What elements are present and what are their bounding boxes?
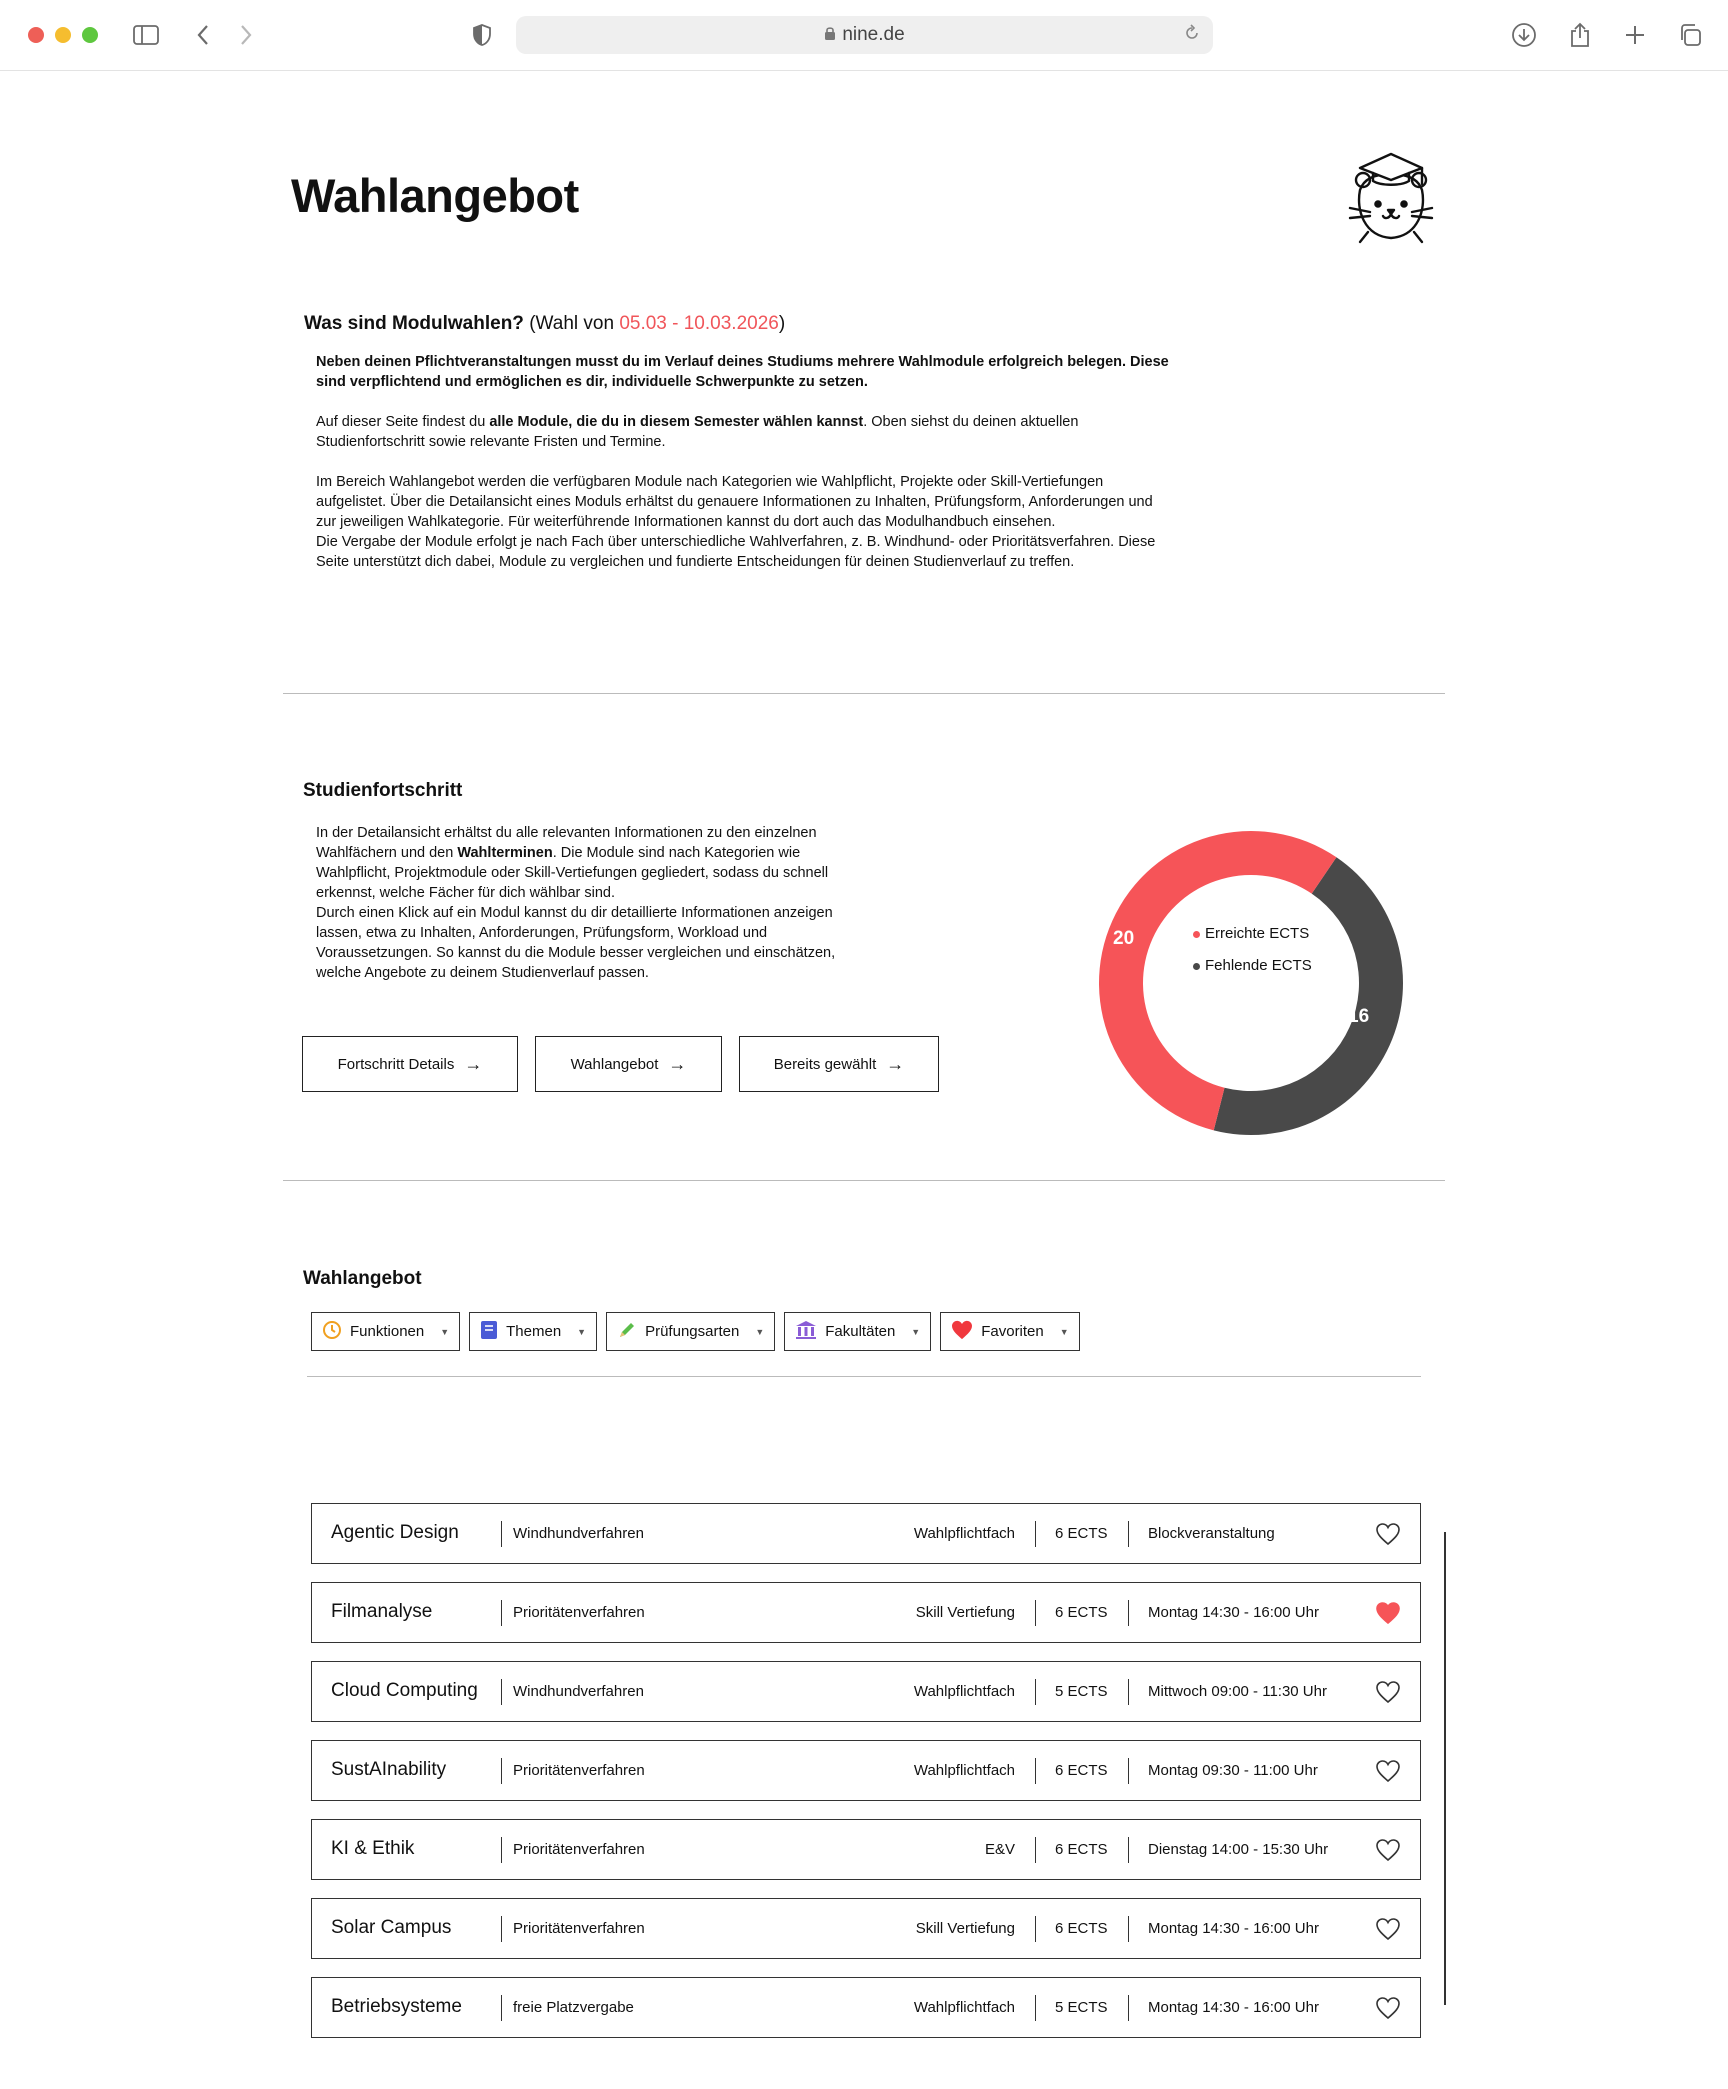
column-separator — [501, 1995, 502, 2021]
legend-item-missing — [1193, 950, 1312, 982]
module-category: Wahlpflichtfach — [913, 1999, 1015, 2016]
building-icon — [795, 1320, 817, 1344]
module-name: Cloud Computing — [331, 1680, 478, 1701]
share-icon[interactable] — [1565, 20, 1595, 50]
column-separator — [501, 1837, 502, 1863]
column-separator — [501, 1916, 502, 1942]
download-icon[interactable] — [1509, 20, 1539, 50]
module-procedure: Prioritätenverfahren — [513, 1841, 645, 1858]
module-name: SustAInability — [331, 1759, 447, 1780]
legend-dot-achieved — [1193, 931, 1200, 938]
module-category: E&V — [984, 1841, 1015, 1858]
already-chosen-button[interactable] — [739, 1036, 939, 1092]
module-ects: 5 ECTS — [1055, 1999, 1108, 2016]
module-row[interactable] — [311, 1661, 1421, 1722]
module-procedure: Windhundverfahren — [513, 1683, 644, 1700]
chart-legend — [1193, 918, 1312, 982]
column-separator — [1128, 1600, 1129, 1626]
module-category: Skill Vertiefung — [915, 1920, 1015, 1937]
address-bar[interactable] — [516, 16, 1213, 54]
module-ects: 5 ECTS — [1055, 1683, 1108, 1700]
intro-p2-c: . Oben siehst du deinen aktuellen Studienfortschritt sowie relevante Fristen und Termine. — [316, 414, 1079, 450]
intro-p2-b: alle Module, die du in diesem Semester wählen kannst — [489, 414, 864, 430]
progress-heading: Studienfortschritt — [303, 780, 463, 801]
intro-paragraph-2 — [316, 412, 1176, 452]
module-ects: 6 ECTS — [1055, 1604, 1108, 1621]
browser-toolbar — [0, 0, 1728, 71]
module-ects: 6 ECTS — [1055, 1525, 1108, 1542]
pen-icon — [617, 1320, 637, 1344]
intro-heading-prefix: (Wahl von — [523, 313, 620, 334]
module-time: Montag 14:30 - 16:00 Uhr — [1148, 1920, 1319, 1937]
favorite-heart-icon[interactable] — [1375, 1758, 1401, 1784]
favorite-heart-icon[interactable] — [1375, 1521, 1401, 1547]
maximize-window-button[interactable] — [82, 27, 98, 43]
column-separator — [1035, 1837, 1036, 1863]
filter-topics-label: Themen — [506, 1323, 562, 1340]
intro-heading — [304, 313, 785, 335]
filter-divider — [307, 1376, 1421, 1377]
legend-dot-missing — [1193, 963, 1200, 970]
reload-icon[interactable] — [1183, 24, 1201, 48]
progress-text-a: In der Detailansicht erhältst du alle relevanten Informationen zu den einzelnen Wahlfächern und den — [316, 825, 817, 861]
column-separator — [1035, 1521, 1036, 1547]
intro-heading-bold: Was sind Modulwahlen? — [304, 313, 524, 334]
progress-text-c: . Die Module sind nach Kategorien wie Wahlpflicht, Projektmodule oder Skill-Vertiefungen gegliedert, sodass du schnell erkennst, welche Fächer für dich wählbar sind. — [316, 845, 829, 901]
module-row[interactable] — [311, 1740, 1421, 1801]
offer-button[interactable] — [535, 1036, 722, 1092]
minimize-window-button[interactable] — [55, 27, 71, 43]
arrow-right-icon: → — [886, 1053, 905, 1074]
achieved-ects-value: 20 — [1113, 928, 1135, 949]
missing-ects-value: 16 — [1348, 1006, 1370, 1027]
intro-p2-a: Auf dieser Seite findest du — [316, 414, 490, 430]
chevron-down-icon: ▼ — [911, 1326, 921, 1337]
intro-paragraph-3: Im Bereich Wahlangebot werden die verfügbaren Module nach Kategorien wie Wahlpflicht, Projekte oder Skill-Vertiefungen aufgelistet. Über die Detailansicht eines Moduls erhältst du genauere Informationen zu Inhalten, Prüfungsform, Anforderungen und zur jeweiligen Wahlkategorie. Für weiterführende Informationen kannst du dort auch das Modulhandbuch einsehen. — [316, 474, 1153, 530]
filter-faculties[interactable] — [784, 1312, 931, 1351]
arrow-right-icon: → — [464, 1053, 483, 1074]
column-separator — [501, 1758, 502, 1784]
filter-favorites-label: Favoriten — [981, 1323, 1044, 1340]
lock-icon — [824, 26, 836, 45]
module-ects: 6 ECTS — [1055, 1841, 1108, 1858]
module-name: Agentic Design — [331, 1522, 459, 1543]
tab-overview-icon[interactable] — [1675, 20, 1705, 50]
column-separator — [501, 1679, 502, 1705]
election-date: 05.03 - 10.03.2026 — [619, 313, 779, 334]
progress-details-button[interactable] — [302, 1036, 518, 1092]
progress-text — [316, 823, 876, 983]
close-window-button[interactable] — [28, 27, 44, 43]
intro-paragraph-4: Die Vergabe der Module erfolgt je nach Fach über unterschiedliche Wahlverfahren, z. B. Windhund- oder Prioritätsverfahren. Diese Seite unterstützt dich dabei, Module zu vergleichen und fundierte Entscheidungen für deinen Studienverlauf zu treffen. — [316, 534, 1156, 570]
module-procedure: Windhundverfahren — [513, 1525, 644, 1542]
url-text: nine.de — [842, 24, 905, 45]
back-icon[interactable] — [188, 20, 218, 50]
module-name: KI & Ethik — [331, 1838, 415, 1859]
column-separator — [1035, 1600, 1036, 1626]
module-category: Wahlpflichtfach — [913, 1525, 1015, 1542]
intro-paragraph-1: Neben deinen Pflichtveranstaltungen musst du im Verlauf deines Studiums mehrere Wahlmodule erfolgreich belegen. Diese sind verpflichtend und ermöglichen es dir, individuelle Schwerpunkte zu setzen. — [316, 354, 1169, 390]
column-separator — [501, 1521, 502, 1547]
progress-text-d: Durch einen Klick auf ein Modul kannst du dir detaillierte Informationen anzeigen lassen, etwa zu Inhalten, Anforderungen, Prüfungsform, Workload und Voraussetzungen. So kannst du die Module besser vergleichen und einschätzen, welche Angebote zu deinem Studienverlauf passen. — [316, 905, 836, 981]
column-separator — [1128, 1679, 1129, 1705]
module-row[interactable] — [311, 1582, 1421, 1643]
column-separator — [1128, 1995, 1129, 2021]
arrow-right-icon: → — [668, 1053, 687, 1074]
ects-donut-chart — [1096, 828, 1406, 1138]
module-time: Montag 14:30 - 16:00 Uhr — [1148, 1999, 1319, 2016]
filter-topics[interactable] — [469, 1312, 597, 1351]
chevron-down-icon: ▼ — [755, 1326, 765, 1337]
module-category: Skill Vertiefung — [915, 1604, 1015, 1621]
column-separator — [1128, 1916, 1129, 1942]
module-row[interactable] — [311, 1819, 1421, 1880]
column-separator — [1035, 1995, 1036, 2021]
intro-text — [316, 352, 1176, 592]
column-separator — [501, 1600, 502, 1626]
module-time: Blockveranstaltung — [1148, 1525, 1275, 1542]
column-separator — [1035, 1916, 1036, 1942]
heart-icon — [951, 1320, 973, 1344]
clock-icon — [322, 1320, 342, 1344]
column-separator — [1035, 1679, 1036, 1705]
chevron-down-icon: ▼ — [440, 1326, 450, 1337]
module-ects: 6 ECTS — [1055, 1920, 1108, 1937]
shield-icon[interactable] — [467, 20, 497, 50]
book-icon — [480, 1320, 498, 1344]
favorite-heart-icon[interactable] — [1375, 1995, 1401, 2021]
module-procedure: Prioritätenverfahren — [513, 1762, 645, 1779]
favorite-heart-icon[interactable] — [1375, 1600, 1401, 1626]
module-row[interactable] — [311, 1503, 1421, 1564]
module-ects: 6 ECTS — [1055, 1762, 1108, 1779]
filter-functions[interactable] — [311, 1312, 460, 1351]
module-row[interactable] — [311, 1898, 1421, 1959]
module-row[interactable] — [311, 1977, 1421, 2038]
legend-label-missing: Fehlende ECTS — [1205, 957, 1312, 974]
module-time: Montag 09:30 - 11:00 Uhr — [1148, 1762, 1318, 1779]
column-separator — [1128, 1758, 1129, 1784]
sidebar-toggle-icon[interactable] — [131, 20, 161, 50]
intro-heading-suffix: ) — [778, 313, 786, 334]
filter-exam-types[interactable] — [606, 1312, 775, 1351]
chevron-down-icon: ▼ — [1059, 1326, 1069, 1337]
module-category: Wahlpflichtfach — [913, 1762, 1015, 1779]
offer-heading: Wahlangebot — [303, 1268, 422, 1289]
chevron-down-icon: ▼ — [577, 1326, 587, 1337]
progress-details-label: Fortschritt Details — [337, 1055, 455, 1073]
hamster-mascot-icon — [1346, 150, 1436, 246]
offer-button-label: Wahlangebot — [570, 1055, 659, 1073]
module-name: Betriebsysteme — [331, 1996, 462, 2017]
module-name: Solar Campus — [331, 1917, 452, 1938]
column-separator — [1128, 1837, 1129, 1863]
module-time: Montag 14:30 - 16:00 Uhr — [1148, 1604, 1319, 1621]
donut-slice-missing — [1214, 857, 1403, 1135]
section-divider — [283, 693, 1445, 694]
module-list-scrollbar[interactable] — [1444, 1532, 1446, 2005]
legend-label-achieved: Erreichte ECTS — [1205, 925, 1310, 942]
favorite-heart-icon[interactable] — [1375, 1679, 1401, 1705]
column-separator — [1035, 1758, 1036, 1784]
module-name: Filmanalyse — [331, 1601, 433, 1622]
progress-text-b: Wahlterminen — [457, 845, 553, 861]
module-time: Mittwoch 09:00 - 11:30 Uhr — [1148, 1683, 1327, 1700]
legend-item-achieved — [1193, 918, 1312, 950]
page-title: Wahlangebot — [291, 169, 579, 222]
forward-icon[interactable] — [231, 20, 261, 50]
module-procedure: Prioritätenverfahren — [513, 1604, 645, 1621]
new-tab-icon[interactable] — [1620, 20, 1650, 50]
filter-functions-label: Funktionen — [350, 1323, 425, 1340]
section-divider — [283, 1180, 1445, 1181]
filter-bar — [311, 1312, 1080, 1351]
module-time: Dienstag 14:00 - 15:30 Uhr — [1148, 1841, 1329, 1858]
favorite-heart-icon[interactable] — [1375, 1916, 1401, 1942]
filter-favorites[interactable] — [940, 1312, 1079, 1351]
already-chosen-label: Bereits gewählt — [773, 1055, 877, 1073]
column-separator — [1128, 1521, 1129, 1547]
filter-faculties-label: Fakultäten — [825, 1323, 896, 1340]
module-procedure: Prioritätenverfahren — [513, 1920, 645, 1937]
module-procedure: freie Platzvergabe — [513, 1999, 634, 2016]
module-category: Wahlpflichtfach — [913, 1683, 1015, 1700]
favorite-heart-icon[interactable] — [1375, 1837, 1401, 1863]
filter-exam-types-label: Prüfungsarten — [645, 1323, 740, 1340]
